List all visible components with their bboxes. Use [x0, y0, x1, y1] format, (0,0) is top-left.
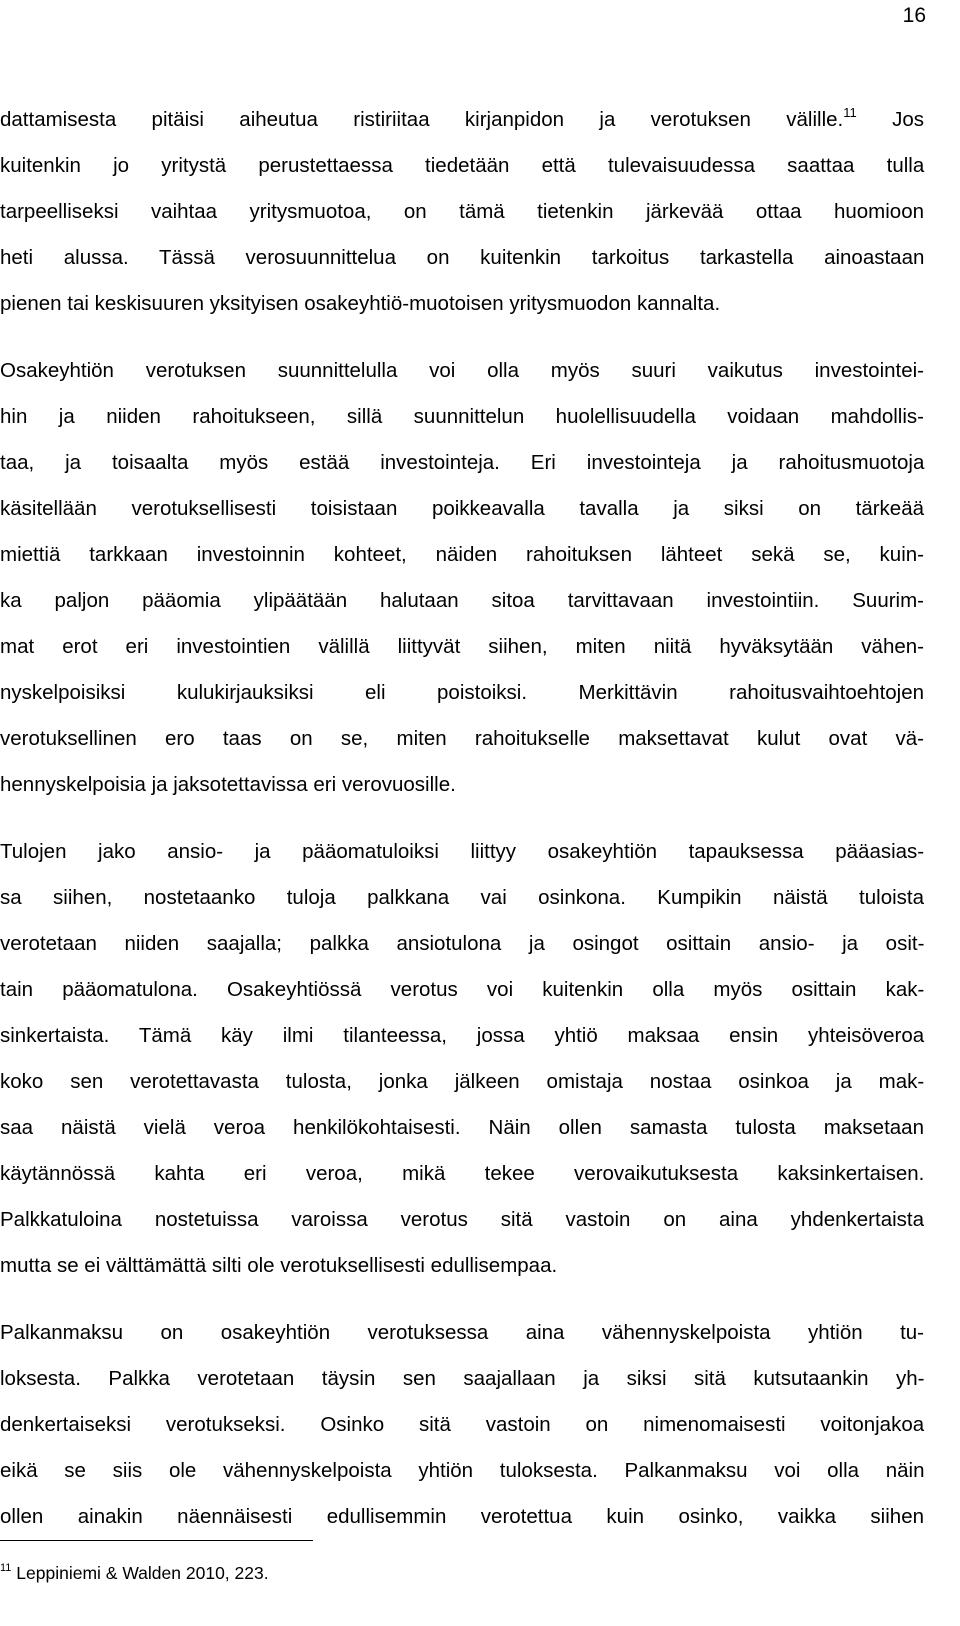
text-line: Tulojen jako ansio- ja pääomatuloiksi liittyy osakeyhtiön tapauksessa pääasias- — [0, 840, 925, 863]
text-line: heti alussa. Tässä verosuunnittelua on kuitenkin tarkoitus tarkastella ainoastaan — [0, 246, 925, 269]
text-line: Palkkatuloina nostetuissa varoissa verotus sitä vastoin on aina yhdenkertaista — [0, 1208, 924, 1231]
text-line: verotetaan niiden saajalla; palkka ansiotulona ja osingot osittain ansio- ja osit- — [0, 932, 925, 955]
page-number: 16 — [902, 4, 926, 27]
text-line: käsitellään verotuksellisesti toisistaan poikkeavalla tavalla ja siksi on tärkeää — [0, 497, 924, 520]
text-line: saa näistä vielä veroa henkilökohtaisesti. Näin ollen samasta tulosta maksetaan — [0, 1116, 924, 1139]
footnote-reference: 11 — [843, 105, 857, 120]
text-line: tarpeelliseksi vaihtaa yritysmuotoa, on tämä tietenkin järkevää ottaa huomioon — [0, 200, 924, 223]
text-line: pienen tai keskisuuren yksityisen osakeyhtiö-muotoisen yritysmuodon kannalta. — [0, 292, 721, 315]
text-line: tain pääomatulona. Osakeyhtiössä verotus voi kuitenkin olla myös osittain kak- — [0, 978, 925, 1001]
footnote — [0, 1561, 269, 1585]
text-line: käytännössä kahta eri veroa, mikä tekee verovaikutuksesta kaksinkertaisen. — [0, 1162, 925, 1185]
text-line: loksesta. Palkka verotetaan täysin sen saajallaan ja siksi sitä kutsutaankin yh- — [0, 1367, 925, 1390]
text-line: sinkertaista. Tämä käy ilmi tilanteessa, jossa yhtiö maksaa ensin yhteisöveroa — [0, 1024, 925, 1047]
text-line: taa, ja toisaalta myös estää investointeja. Eri investointeja ja rahoitusmuotoja — [0, 451, 925, 474]
footnote-text: Leppiniemi & Walden 2010, 223. — [11, 1563, 269, 1583]
text-line: mutta se ei välttämättä silti ole verotuksellisesti edullisempaa. — [0, 1254, 558, 1277]
text-line: hin ja niiden rahoitukseen, sillä suunnittelun huolellisuudella voidaan mahdollis- — [0, 405, 924, 428]
text-line: ka paljon pääomia ylipäätään halutaan sitoa tarvittavaan investointiin. Suurim- — [0, 589, 924, 612]
text-line: Palkanmaksu on osakeyhtiön verotuksessa aina vähennyskelpoista yhtiön tu- — [0, 1321, 924, 1344]
text-line: kuitenkin jo yritystä perustettaessa tiedetään että tulevaisuudessa saattaa tulla — [0, 154, 925, 177]
text-line: verotuksellinen ero taas on se, miten rahoitukselle maksettavat kulut ovat vä- — [0, 727, 924, 750]
text-line: koko sen verotettavasta tulosta, jonka jälkeen omistaja nostaa osinkoa ja mak- — [0, 1070, 925, 1093]
text-line: ollen ainakin näennäisesti edullisemmin verotettua kuin osinko, vaikka siihen — [0, 1505, 924, 1528]
text-line: mat erot eri investointien välillä liittyvät siihen, miten niitä hyväksytään vähen- — [0, 635, 924, 658]
text-line: Osakeyhtiön verotuksen suunnittelulla voi olla myös suuri vaikutus investointei- — [0, 359, 924, 382]
text-line: eikä se siis ole vähennyskelpoista yhtiön tuloksesta. Palkanmaksu voi olla näin — [0, 1459, 925, 1482]
text-line: denkertaiseksi verotukseksi. Osinko sitä vastoin on nimenomaisesti voitonjakoa — [0, 1413, 925, 1436]
footnote-number: 11 — [0, 1562, 12, 1574]
text-line: hennyskelpoisia ja jaksotettavissa eri verovuosille. — [0, 773, 456, 796]
text-line: sa siihen, nostetaanko tuloja palkkana vai osinkona. Kumpikin näistä tuloista — [0, 886, 924, 909]
text-line: dattamisesta pitäisi aiheutua ristiriitaa kirjanpidon ja verotuksen välille.$^{11}$ Jos — [0, 105, 924, 131]
text-line: nyskelpoisiksi kulukirjauksiksi eli poistoiksi. Merkittävin rahoitusvaihtoehtojen — [0, 681, 925, 704]
text-line: miettiä tarkkaan investoinnin kohteet, näiden rahoituksen lähteet sekä se, kuin- — [0, 543, 924, 566]
footnote-separator — [0, 1540, 313, 1541]
